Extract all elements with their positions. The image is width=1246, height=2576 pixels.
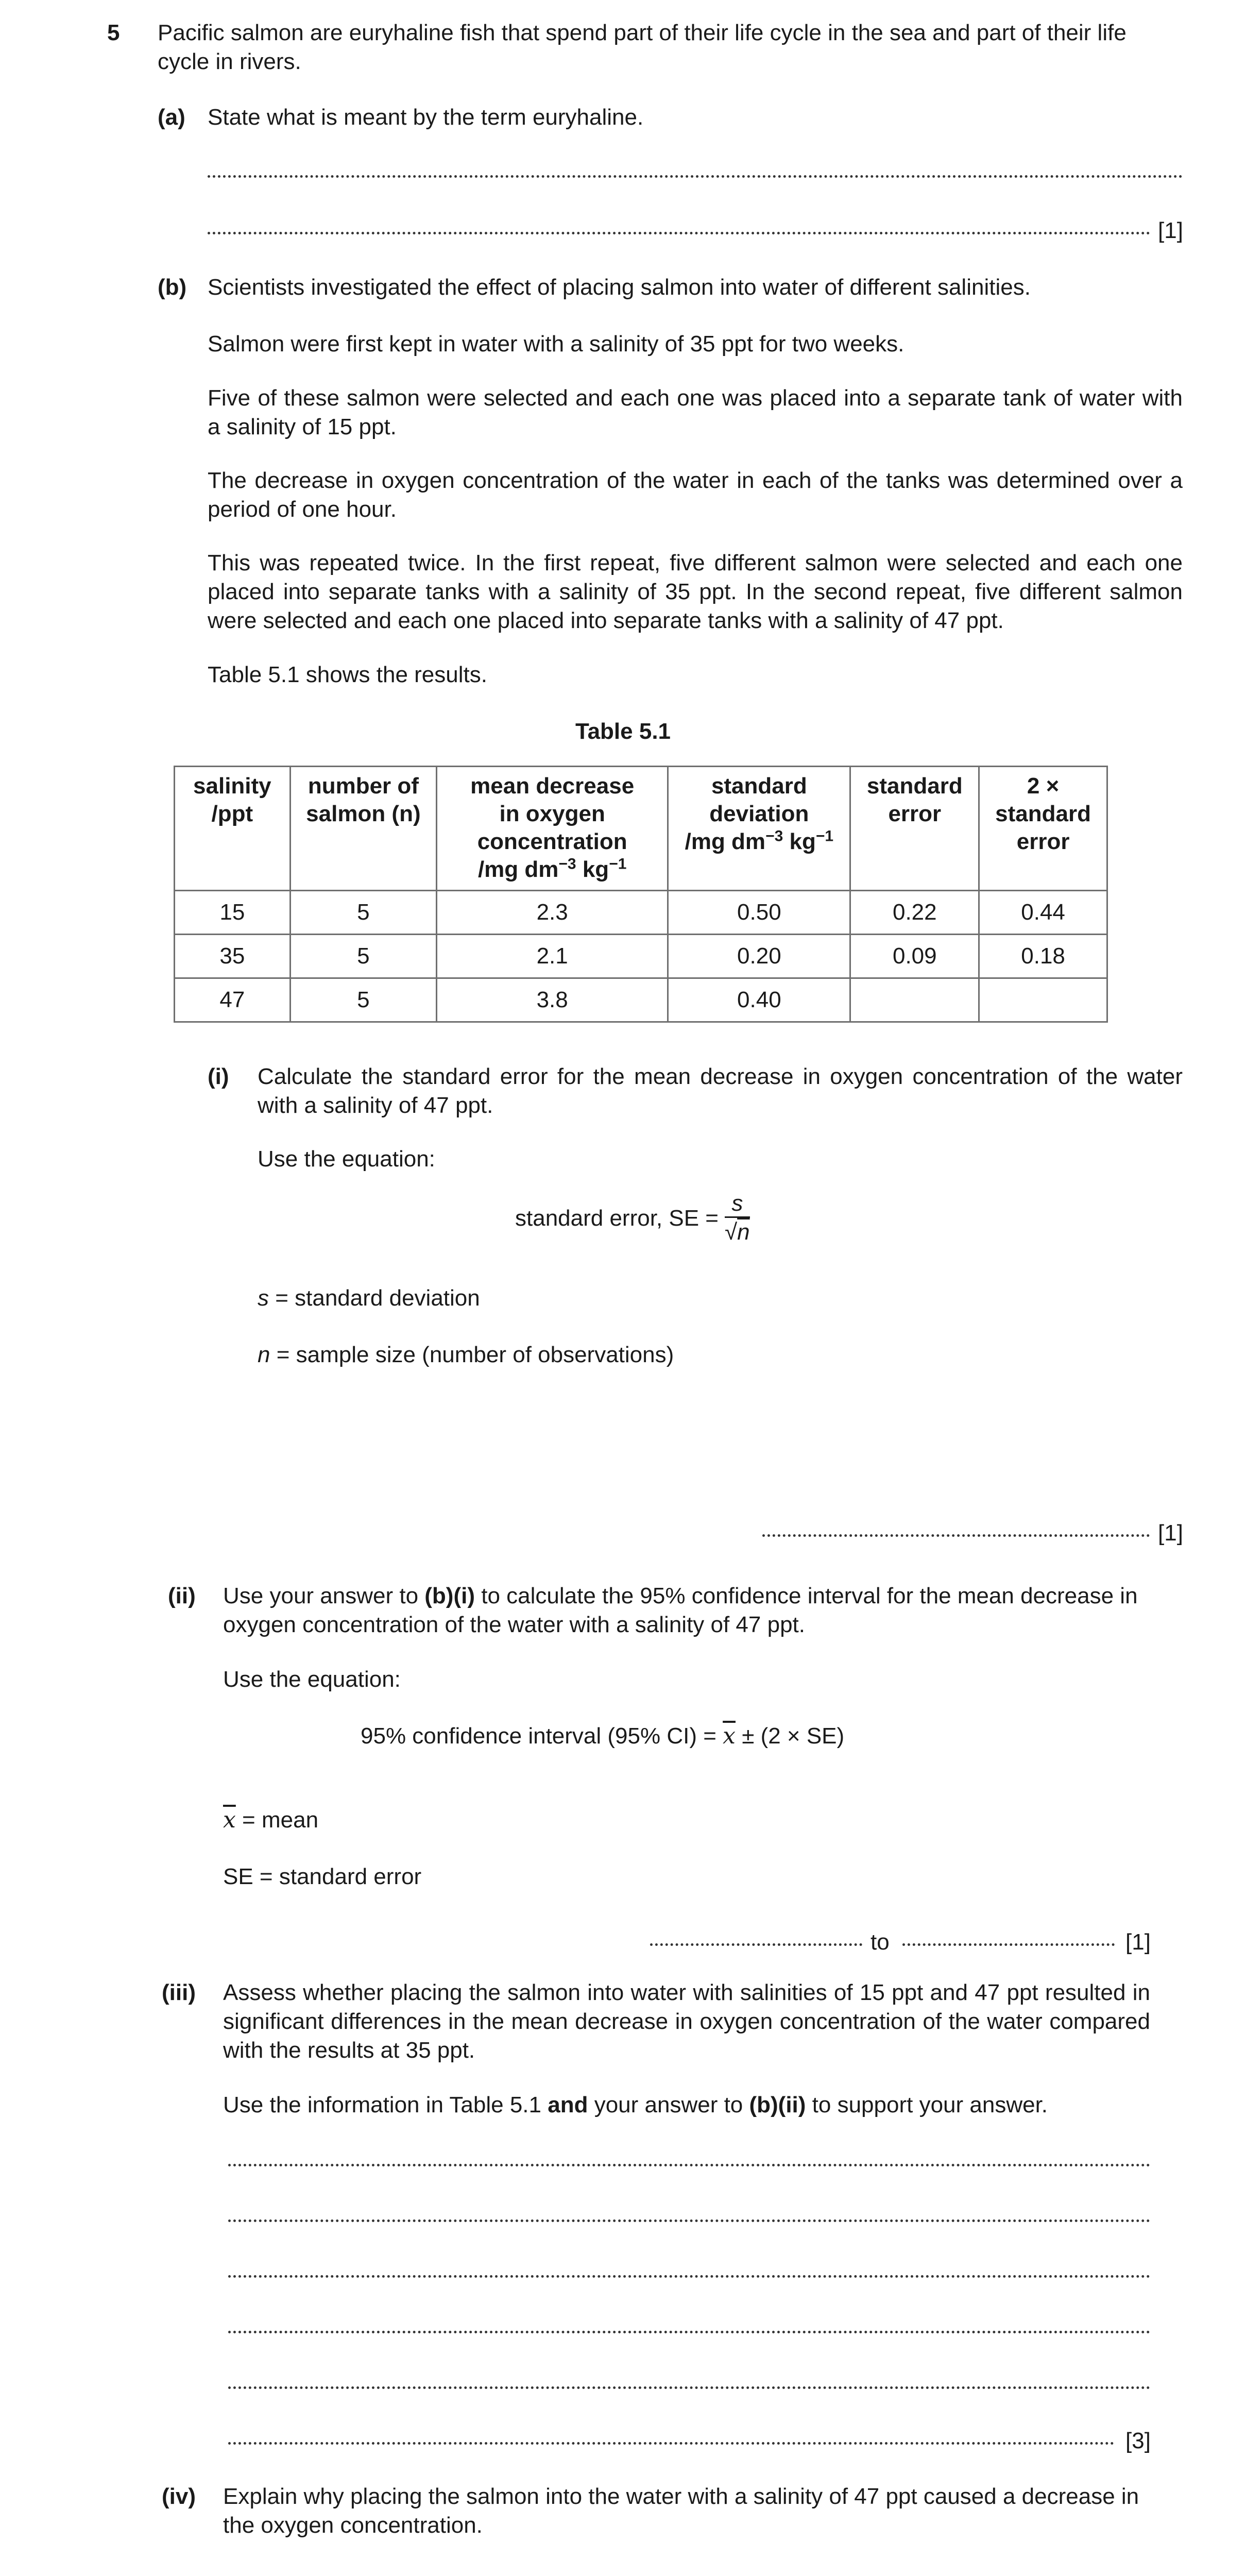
header-salinity: salinity /ppt xyxy=(175,767,291,891)
answer-line-iii-4[interactable] xyxy=(228,2331,1150,2333)
table-cell: 0.20 xyxy=(668,935,850,978)
confidence-interval-equation: 95% confidence interval (95% $CI) = \overline{x} \pm (2 \times SE)$ xyxy=(361,1723,845,1749)
to-label: to xyxy=(871,1929,890,1955)
part-b-p6: Table 5.1 shows the results. xyxy=(208,662,487,687)
question-number: 5 xyxy=(107,20,120,45)
header-standard-error: standard error xyxy=(850,767,979,891)
table-cell: 3.8 xyxy=(437,978,668,1022)
table-cell: 0.44 xyxy=(979,891,1107,935)
part-b-p2: Salmon were first kept in water with a salinity of 35 ppt for two weeks. xyxy=(208,331,904,357)
answer-line-a-1[interactable] xyxy=(208,175,1183,178)
answer-line-iii-2[interactable] xyxy=(228,2219,1150,2222)
answer-line-iii-5[interactable] xyxy=(228,2386,1150,2389)
part-b-p5: This was repeated twice. In the first repeat, five different salmon were selected and each one placed into separate tanks with a salinity of 35 ppt. In the second repeat, five different salmon were selected and each one placed into separate tanks with a salinity of 47 ppt. xyxy=(208,550,1183,633)
part-b-p4: The decrease in oxygen concentration of the water in each of the tanks was determined over a period of one hour. xyxy=(208,468,1183,522)
part-iv-label: (iv) xyxy=(162,2484,196,2509)
table-cell: 0.22 xyxy=(850,891,979,935)
table-cell: 0.09 xyxy=(850,935,979,978)
answer-line-iii-1[interactable] xyxy=(228,2164,1150,2166)
table-cell: 0.50 xyxy=(668,891,850,935)
equation-left: standard error, SE = xyxy=(515,1206,719,1231)
part-b-p3: Five of these salmon were selected and each one was placed into a separate tank of water with a salinity of 15 ppt. xyxy=(208,385,1183,439)
table-row xyxy=(175,935,1107,978)
table-cell: 0.18 xyxy=(979,935,1107,978)
def-n: n = sample size (number of observations) xyxy=(258,1342,674,1367)
part-a-text: State what is meant by the term euryhaline. xyxy=(208,105,644,130)
part-i-use-equation: Use the equation: xyxy=(258,1146,435,1172)
answer-line-ii-lower[interactable] xyxy=(650,1943,862,1946)
equation-denominator: √n xyxy=(725,1219,750,1245)
part-i-label: (i) xyxy=(208,1064,229,1089)
def-mean: $\overline{x}$ = mean xyxy=(223,1807,319,1833)
answer-line-iii-3[interactable] xyxy=(228,2275,1150,2278)
equation-numerator: s xyxy=(725,1191,750,1218)
part-i-marks: [1] xyxy=(1158,1520,1183,1546)
answer-line-iii-6[interactable] xyxy=(228,2442,1114,2445)
part-iii-label: (iii) xyxy=(162,1980,196,2005)
table-cell: 5 xyxy=(290,891,436,935)
def-se: SE = standard error xyxy=(223,1864,422,1889)
part-ii-use-equation: Use the equation: xyxy=(223,1667,401,1692)
part-i-text: Calculate the standard error for the mean decrease in oxygen concentration of the water with a salinity of 47 ppt. xyxy=(258,1064,1183,1118)
equation-fraction xyxy=(725,1191,750,1247)
part-ii-label: (ii) xyxy=(168,1583,196,1608)
table-header-row xyxy=(175,767,1107,891)
header-two-standard-error: 2 × standard error xyxy=(979,767,1107,891)
part-a-label: (a) xyxy=(158,105,185,130)
header-standard-deviation: standard deviation /mg $dm^{-3}$ $kg^{-1}$ xyxy=(668,767,850,891)
answer-line-i[interactable] xyxy=(762,1534,1150,1537)
table-cell: 5 xyxy=(290,978,436,1022)
part-iii-text: Assess whether placing the salmon into water with salinities of 15 ppt and 47 ppt resulted in significant differences in the mean decrease in oxygen concentration of the water compared with the results at 35 ppt. xyxy=(223,1980,1150,2063)
answer-line-ii-upper[interactable] xyxy=(902,1943,1115,1946)
part-a-marks: [1] xyxy=(1158,218,1183,243)
part-b-p1: Scientists investigated the effect of placing salmon into water of different salinities. xyxy=(208,275,1031,300)
def-s: s = standard deviation xyxy=(258,1285,480,1311)
answer-cell-standard-error[interactable] xyxy=(850,978,979,1022)
results-table xyxy=(174,766,1108,1023)
table-cell: 5 xyxy=(290,935,436,978)
standard-error-equation xyxy=(515,1185,750,1252)
answer-cell-two-standard-error[interactable] xyxy=(979,978,1107,1022)
table-cell: 2.1 xyxy=(437,935,668,978)
table-caption: Table 5.1 xyxy=(575,719,671,744)
part-iv-text: Explain why placing the salmon into the water with a salinity of 47 ppt caused a decrease in the oxygen concentration. xyxy=(223,2484,1139,2538)
table-row xyxy=(175,978,1107,1022)
header-number: number of salmon (n) xyxy=(290,767,436,891)
part-iii-use-info: Use the information in Table 5.1 and your answer to (b)(ii) to support your answer. xyxy=(223,2092,1048,2117)
answer-line-a-2[interactable] xyxy=(208,232,1150,234)
part-iii-marks: [3] xyxy=(1125,2428,1151,2453)
part-ii-text: Use your answer to (b)(i) to calculate the 95% confidence interval for the mean decrease in oxygen concentration of the water with a salinity of 47 ppt. xyxy=(223,1583,1138,1637)
table-cell: 47 xyxy=(175,978,291,1022)
table-cell: 35 xyxy=(175,935,291,978)
part-ii-marks: [1] xyxy=(1125,1929,1151,1955)
header-mean-decrease: mean decrease in oxygen concentration /mg $dm^{-3}$ $kg^{-1}$ xyxy=(437,767,668,891)
question-intro: Pacific salmon are euryhaline fish that spend part of their life cycle in the sea and part of their life cycle in rivers. xyxy=(158,20,1126,74)
table-cell: 0.40 xyxy=(668,978,850,1022)
part-b-label: (b) xyxy=(158,275,187,300)
table-row xyxy=(175,891,1107,935)
table-cell: 2.3 xyxy=(437,891,668,935)
table-cell: 15 xyxy=(175,891,291,935)
